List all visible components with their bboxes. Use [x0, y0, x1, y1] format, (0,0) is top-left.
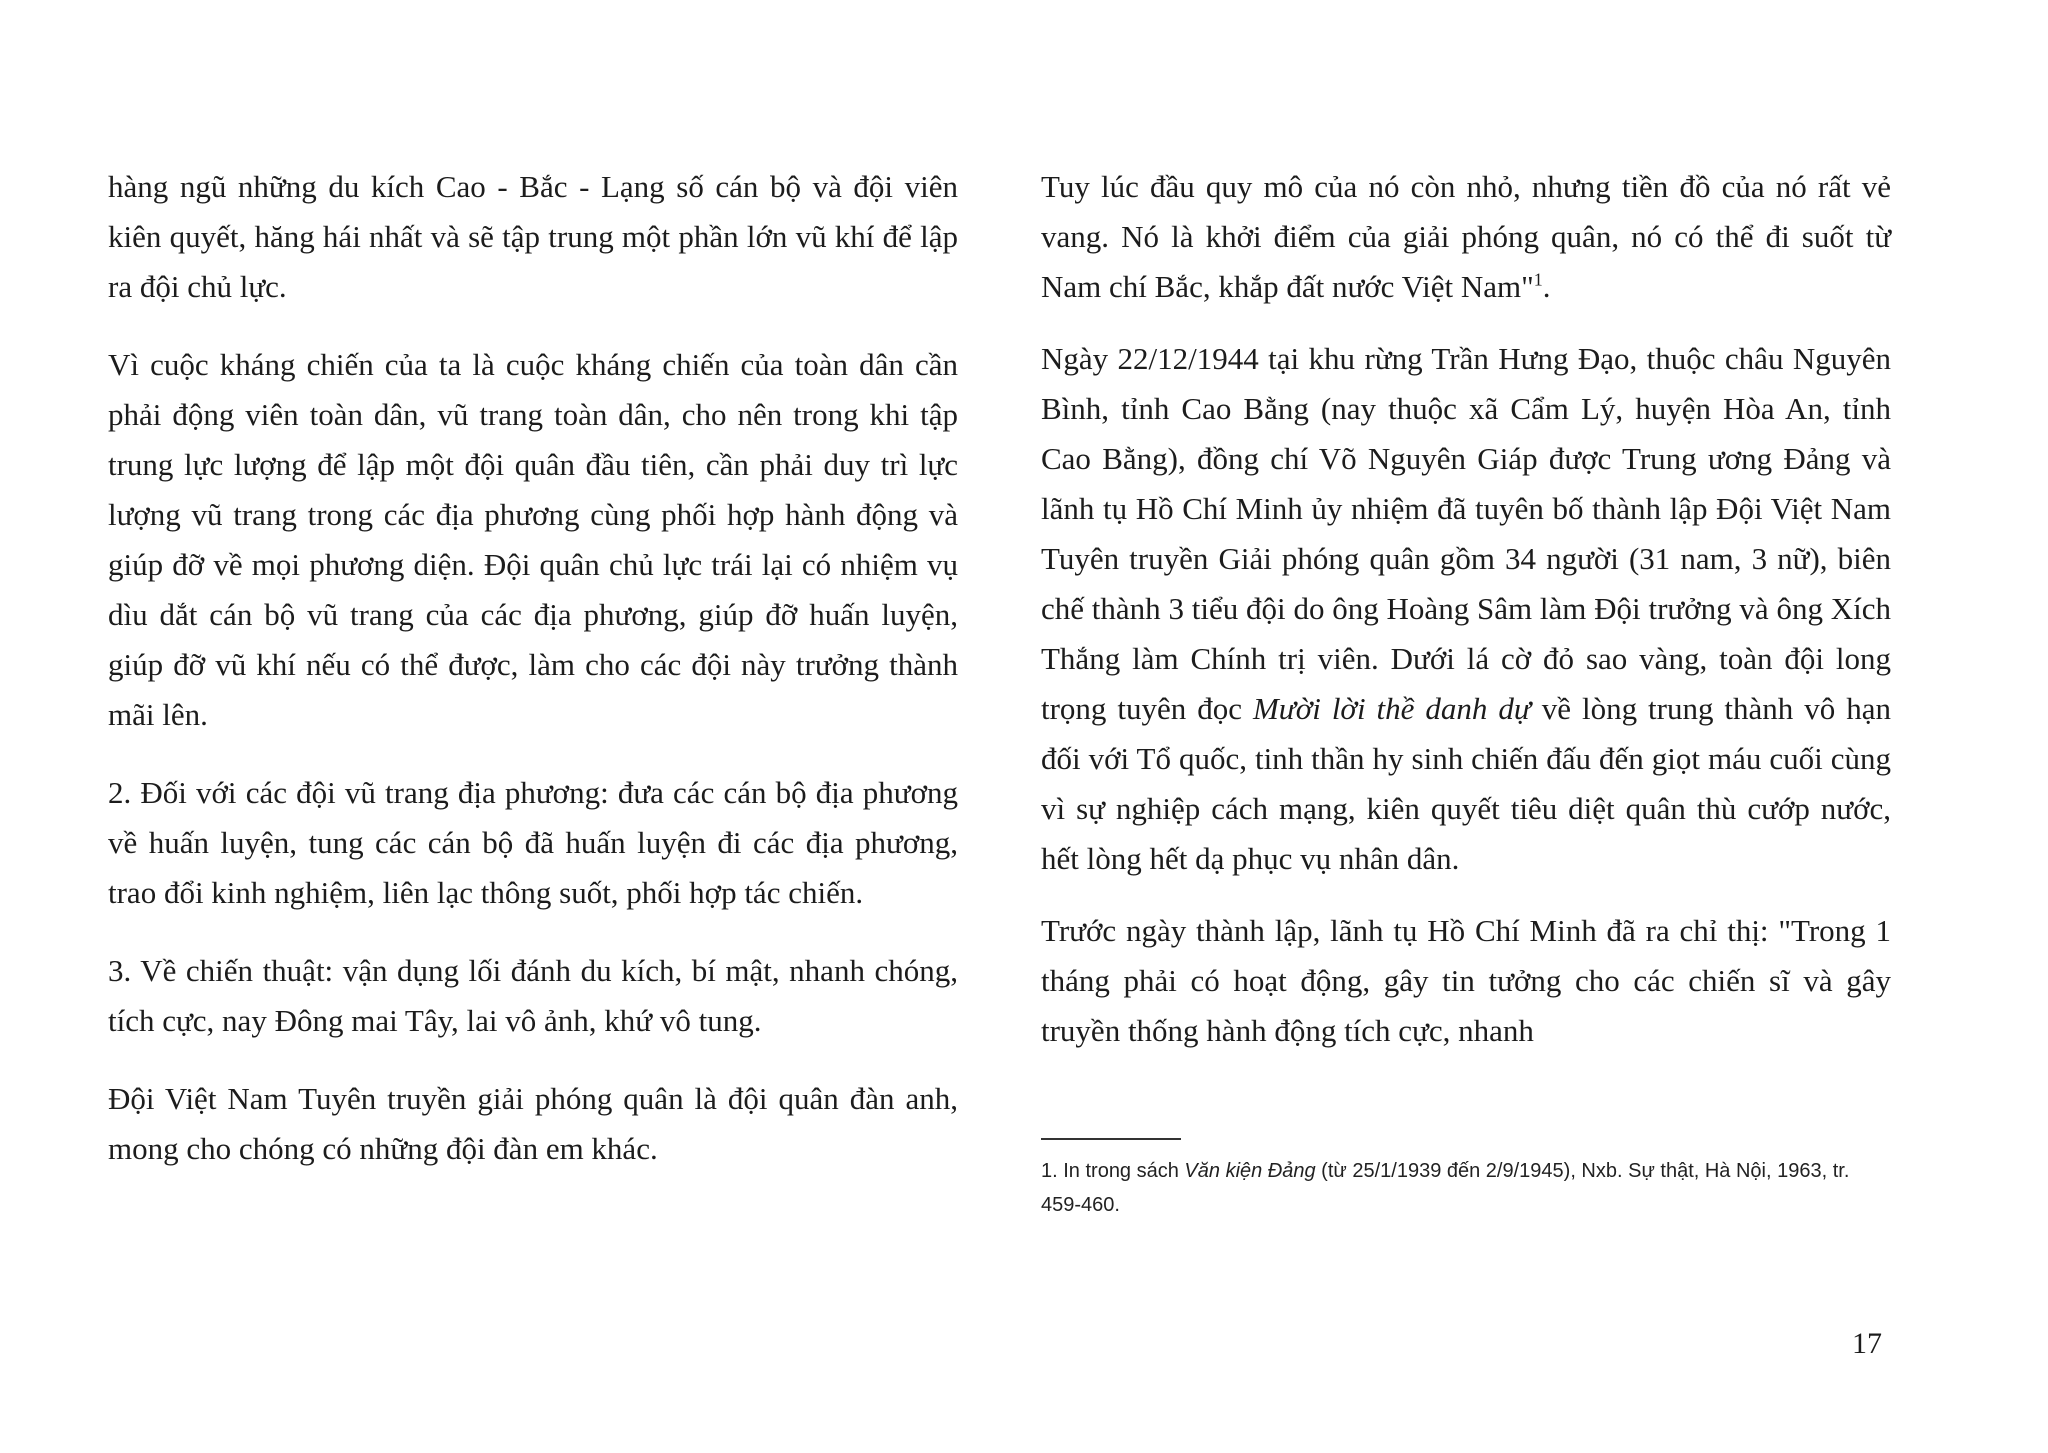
left-paragraph-5: Đội Việt Nam Tuyên truyền giải phóng quân là đội quân đàn anh, mong cho chóng có những đội đàn em khác.: [108, 1081, 958, 1166]
right-paragraph-3: Trước ngày thành lập, lãnh tụ Hồ Chí Minh đã ra chỉ thị: "Trong 1 tháng phải có hoạt động, gây tin tưởng cho các chiến sĩ và gây truyền thống hành động tích cực, nhanh: [1041, 913, 1891, 1048]
footnote-reference: 1: [1533, 269, 1543, 290]
footnote-after: (từ 25/1/1939 đến 2/9/1945), Nxb. Sự thật, Hà Nội, 1963, tr. 459-460.: [1041, 1160, 1850, 1216]
left-paragraph-3: 2. Đối với các đội vũ trang địa phương: đưa các cán bộ địa phương về huấn luyện, tung các cán bộ đã huấn luyện đi các địa phương, trao đổi kinh nghiệm, liên lạc thông suốt, phối hợp tác chiến.: [108, 775, 958, 910]
right-paragraph-2-before: Ngày 22/12/1944 tại khu rừng Trần Hưng Đạo, thuộc châu Nguyên Bình, tỉnh Cao Bằng (nay thuộc xã Cẩm Lý, huyện Hòa An, tỉnh Cao Bằng), đồng chí Võ Nguyên Giáp được Trung ương Đảng và lãnh tụ Hồ Chí Minh ủy nhiệm đã tuyên bố thành lập Đội Việt Nam Tuyên truyền Giải phóng quân gồm 34 người (31 nam, 3 nữ), biên chế thành 3 tiểu đội do ông Hoàng Sâm làm Đội trưởng và ông Xích Thắng làm Chính trị viên. Dưới lá cờ đỏ sao vàng, toàn đội long trọng tuyên đọc: [1041, 341, 1891, 726]
right-paragraph-2-after: về lòng trung thành vô hạn đối với Tổ quốc, tinh thần hy sinh chiến đấu đến giọt máu cuối cùng vì sự nghiệp cách mạng, kiên quyết tiêu diệt quân thù cướp nước, hết lòng hết dạ phục vụ nhân dân.: [1041, 691, 1891, 876]
right-paragraph-2: [1041, 334, 1891, 884]
oath-title: Mười lời thề danh dự: [1252, 691, 1531, 726]
footnote-source-title: Văn kiện Đảng: [1184, 1160, 1316, 1182]
right-column: [1041, 162, 1891, 1056]
left-paragraph-2: Vì cuộc kháng chiến của ta là cuộc kháng chiến của toàn dân cần phải động viên toàn dân, vũ trang toàn dân, cho nên trong khi tập trung lực lượng để lập một đội quân đầu tiên, cần phải duy trì lực lượng vũ trang trong các địa phương cùng phối hợp hành động và giúp đỡ về mọi phương diện. Đội quân chủ lực trái lại có nhiệm vụ dìu dắt cán bộ vũ trang của các địa phương, giúp đỡ huấn luyện, giúp đỡ vũ khí nếu có thể được, làm cho các đội này trưởng thành mãi lên.: [108, 347, 958, 732]
footnote-before: 1. In trong sách: [1041, 1160, 1185, 1182]
right-paragraph-1: [1041, 162, 1891, 312]
footnote: [1041, 1154, 1891, 1222]
footnote-divider: [1041, 1138, 1181, 1140]
left-paragraph-1: hàng ngũ những du kích Cao - Bắc - Lạng số cán bộ và đội viên kiên quyết, hăng hái nhất và sẽ tập trung một phần lớn vũ khí để lập ra đội chủ lực.: [108, 169, 958, 304]
page-number: 17: [1852, 1327, 1882, 1360]
right-paragraph-1-end: .: [1542, 269, 1551, 304]
right-paragraph-1-text: Tuy lúc đầu quy mô của nó còn nhỏ, nhưng tiền đồ của nó rất vẻ vang. Nó là khởi điểm của giải phóng quân, nó có thể đi suốt từ Nam chí Bắc, khắp đất nước Việt Nam": [1041, 169, 1891, 304]
left-column: [108, 162, 958, 1174]
left-paragraph-4: 3. Về chiến thuật: vận dụng lối đánh du kích, bí mật, nhanh chóng, tích cực, nay Đông mai Tây, lai vô ảnh, khứ vô tung.: [108, 953, 958, 1038]
